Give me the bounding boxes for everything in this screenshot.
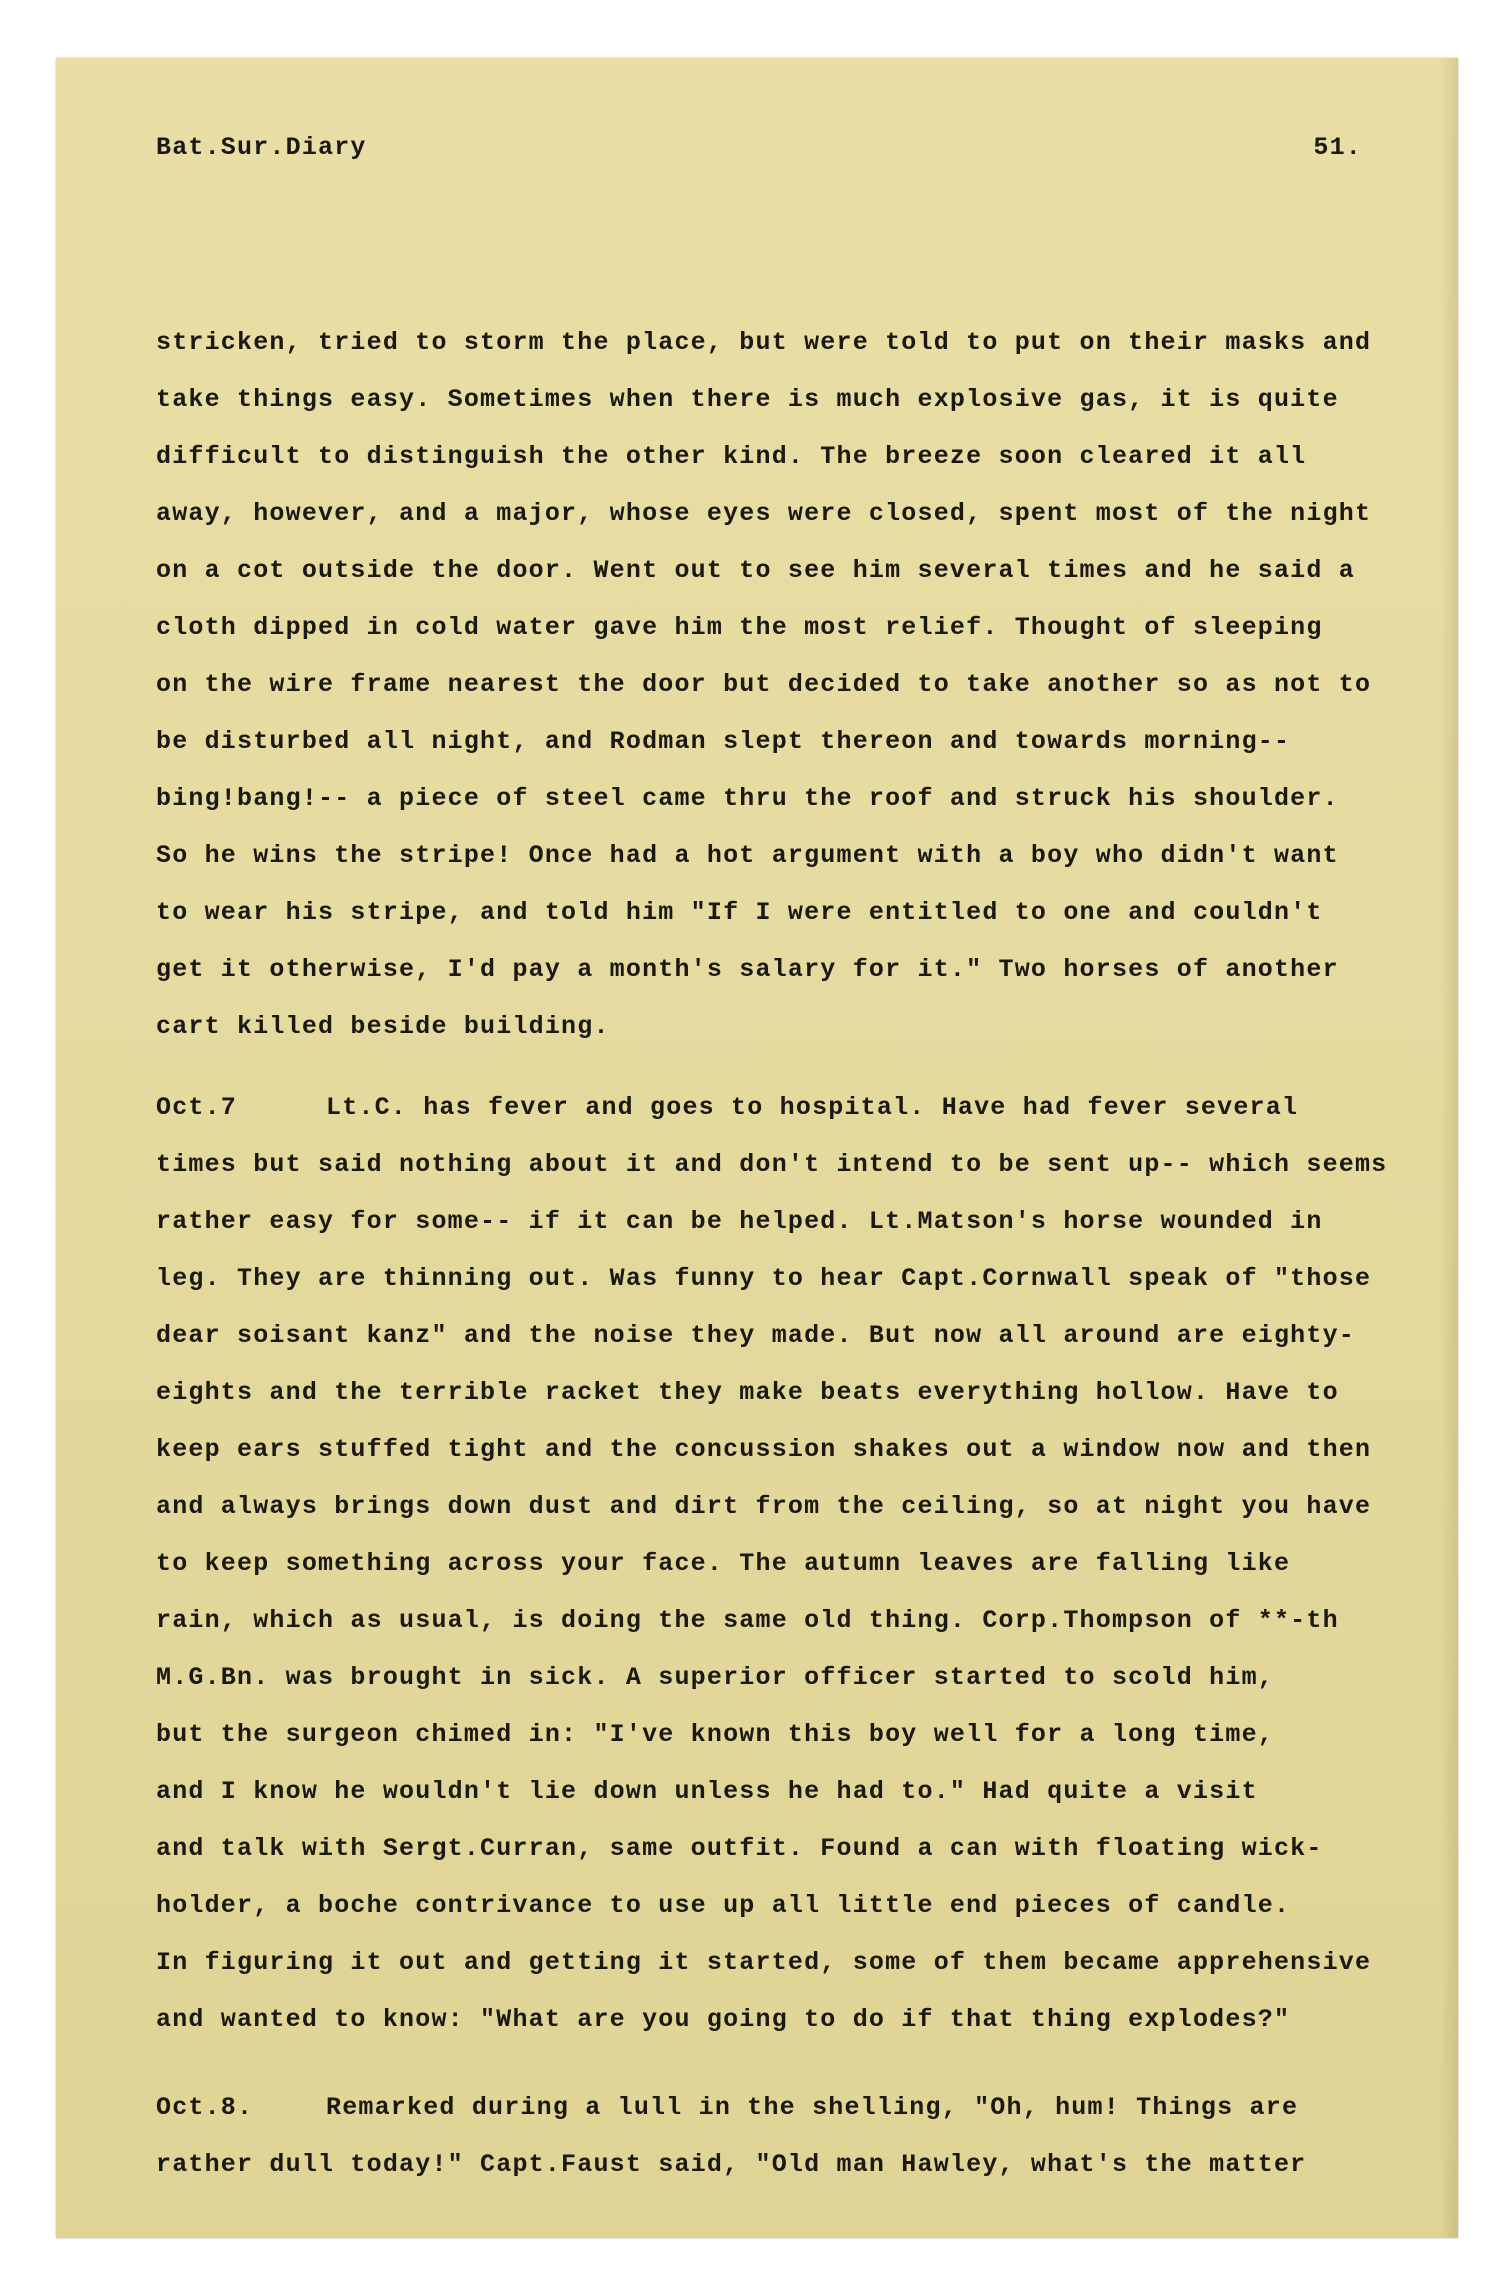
text-line: M.G.Bn. was brought in sick. A superior officer started to scold him, (156, 1663, 1274, 1692)
text-line: and I know he wouldn't lie down unless he had to." Had quite a visit (156, 1777, 1258, 1806)
entry-date-oct-7: Oct.7 (156, 1093, 238, 1122)
text-line: and always brings down dust and dirt from the ceiling, so at night you have (156, 1492, 1372, 1521)
text-line: times but said nothing about it and don't intend to be sent up-- which seems (156, 1150, 1388, 1179)
text-line: but the surgeon chimed in: "I've known this boy well for a long time, (156, 1720, 1274, 1749)
text-line: and talk with Sergt.Curran, same outfit. Found a can with floating wick- (156, 1834, 1323, 1863)
text-line: on the wire frame nearest the door but decided to take another so as not to (156, 670, 1372, 699)
text-line: take things easy. Sometimes when there is much explosive gas, it is quite (156, 385, 1339, 414)
text-line: away, however, and a major, whose eyes were closed, spent most of the night (156, 499, 1372, 528)
text-line: Remarked during a lull in the shelling, "Oh, hum! Things are (326, 2093, 1299, 2122)
text-line: to keep something across your face. The autumn leaves are falling like (156, 1549, 1291, 1578)
text-line: rather easy for some-- if it can be helped. Lt.Matson's horse wounded in (156, 1207, 1323, 1236)
text-line: get it otherwise, I'd pay a month's salary for it." Two horses of another (156, 955, 1339, 984)
text-line: rain, which as usual, is doing the same old thing. Corp.Thompson of **-th (156, 1606, 1339, 1635)
text-line: on a cot outside the door. Went out to see him several times and he said a (156, 556, 1355, 585)
text-line: cloth dipped in cold water gave him the most relief. Thought of sleeping (156, 613, 1323, 642)
text-line: Lt.C. has fever and goes to hospital. Have had fever several (326, 1093, 1299, 1122)
text-line: be disturbed all night, and Rodman slept thereon and towards morning-- (156, 727, 1291, 756)
diary-title-header: Bat.Sur.Diary (156, 133, 367, 162)
text-line: rather dull today!" Capt.Faust said, "Old man Hawley, what's the matter (156, 2150, 1307, 2179)
text-line: difficult to distinguish the other kind. The breeze soon cleared it all (156, 442, 1307, 471)
text-line: So he wins the stripe! Once had a hot argument with a boy who didn't want (156, 841, 1339, 870)
page-number: 51. (1313, 133, 1362, 162)
text-line: dear soisant kanz" and the noise they made. But now all around are eighty- (156, 1321, 1355, 1350)
typed-page (56, 58, 1458, 2238)
text-line: stricken, tried to storm the place, but were told to put on their masks and (156, 328, 1372, 357)
text-line: to wear his stripe, and told him "If I were entitled to one and couldn't (156, 898, 1323, 927)
text-line: bing!bang!-- a piece of steel came thru the roof and struck his shoulder. (156, 784, 1339, 813)
text-line: In figuring it out and getting it started, some of them became apprehensive (156, 1948, 1372, 1977)
text-line: eights and the terrible racket they make beats everything hollow. Have to (156, 1378, 1339, 1407)
text-line: cart killed beside building. (156, 1012, 610, 1041)
text-line: holder, a boche contrivance to use up all little end pieces of candle. (156, 1891, 1291, 1920)
entry-date-oct-8: Oct.8. (156, 2093, 254, 2122)
text-line: and wanted to know: "What are you going to do if that thing explodes?" (156, 2005, 1291, 2034)
text-line: leg. They are thinning out. Was funny to hear Capt.Cornwall speak of "those (156, 1264, 1372, 1293)
text-line: keep ears stuffed tight and the concussion shakes out a window now and then (156, 1435, 1372, 1464)
